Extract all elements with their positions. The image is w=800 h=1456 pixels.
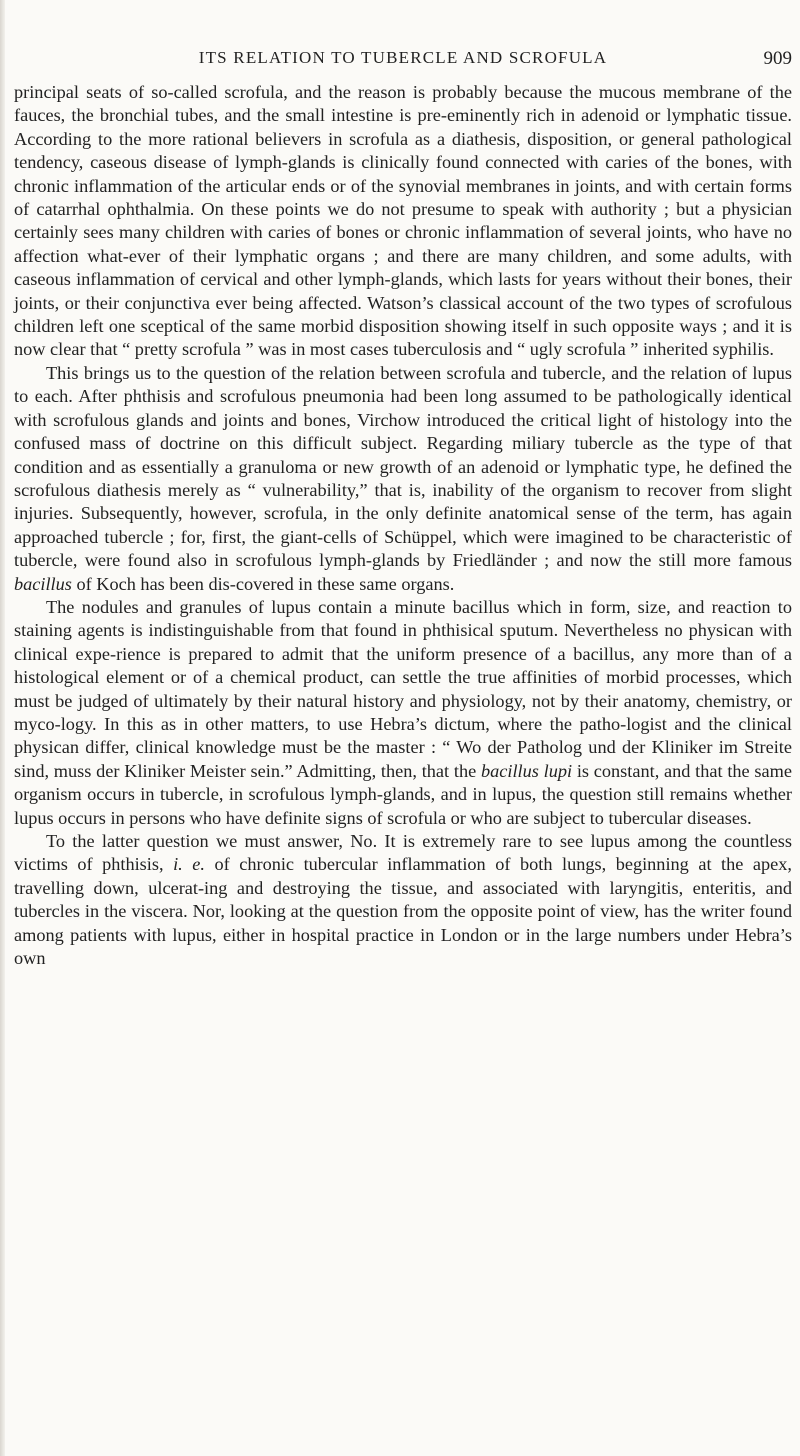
text-run: of Koch has been dis-covered in these same organs. — [71, 573, 455, 594]
page-number: 909 — [763, 48, 792, 69]
text-run: is constant, and that the same organism occurs in tubercle, in scrofulous lymph-glands, and in lupus, the question still remains whether lupus occurs in persons who have definite signs of scrofula or who are subject to tubercular diseases. — [14, 760, 792, 828]
italic-term: i. e. — [173, 854, 205, 875]
running-head: ITS RELATION TO TUBERCLE AND SCROFULA — [198, 48, 608, 67]
text-run: of chronic tubercular inflammation of both lungs, beginning at the apex, travelling down, ulcerat-ing and destroying the tissue, and associated with laryngitis, enteritis, and tubercles in the viscera. Nor, looking at the question from the opposite point of view, has the writer found among patients with lupus, either in hospital practice in London or in the large numbers under Hebra’s own — [14, 854, 792, 969]
paragraph-2 — [14, 362, 792, 596]
paragraph-3 — [14, 596, 792, 830]
page-binding-edge — [0, 0, 5, 1456]
italic-term: bacillus lupi — [480, 760, 573, 781]
text-run: To the latter question we must answer, No. It is extremely rare to see lupus among the countless victims of phthisis, — [14, 831, 792, 875]
text-run: The nodules and granules of lupus contain a minute bacillus which in form, size, and reaction to staining agents is indistinguishable from that found in phthisical sputum. Nevertheless no physican with clinical expe-rience is prepared to admit that the uniform presence of a bacillus, any more than of a histological element or of a chemical product, can settle the true affinities of morbid processes, which must be judged of ultimately by their natural history and physiology, not by their anatomy, chemistry, or myco-logy. In this as in other matters, to use Hebra’s dictum, where the patho-logist and the clinical physican differ, clinical knowledge must be the master : “ Wo der Patholog und der Kliniker im Streite sind, muss der Kliniker Meister sein.” Admitting, then, that the — [14, 596, 792, 781]
paragraph-1 — [14, 81, 792, 362]
italic-term: bacillus — [14, 573, 72, 594]
body-text — [14, 81, 792, 970]
text-run: This brings us to the question of the relation between scrofula and tubercle, and the relation of lupus to each. After phthisis and scrofulous pneumonia had been long assumed to be pathologically identical with scrofulous glands and joints and bones, Virchow introduced the critical light of histology into the confused mass of doctrine on this difficult subject. Regarding miliary tubercle as the type of that condition and as essentially a granuloma or new growth of an adenoid or lymphatic type, he defined the scrofulous diathesis merely as “ vulnerability,” that is, inability of the organism to recover from slight injuries. Subsequently, however, scrofula, in the only definite anatomical sense of the term, has again approached tubercle ; for, first, the giant-cells of Schüppel, which were imagined to be characteristic of tubercle, were found also in scrofulous lymph-glands by Friedländer ; and now the still more famous — [14, 362, 792, 571]
paragraph-4 — [14, 830, 792, 970]
page-header — [14, 48, 792, 72]
text-run: principal seats of so-called scrofula, and the reason is probably because the mucous membrane of the fauces, the bronchial tubes, and the small intestine is pre-eminently rich in adenoid or lymphatic tissue. According to the more rational believers in scrofula as a diathesis, disposition, or general pathological tendency, caseous disease of lymph-glands is clinically found connected with caries of the bones, with chronic inflammation of the articular ends or of the synovial membranes in joints, and with certain forms of catarrhal ophthalmia. On these points we do not presume to speak with authority ; but a physician certainly sees many children with caries of bones or chronic inflammation of several joints, who have no affection what-ever of their lymphatic organs ; and there are many children, and some adults, with caseous inflammation of cervical and other lymph-glands, which lasts for years without their bones, their joints, or their conjunctiva ever being affected. Watson’s classical account of the two types of scrofulous children left one sceptical of the same morbid disposition showing itself in such opposite ways ; and it is now clear that “ pretty scrofula ” was in most cases tuberculosis and “ ugly scrofula ” inherited syphilis. — [14, 82, 792, 360]
